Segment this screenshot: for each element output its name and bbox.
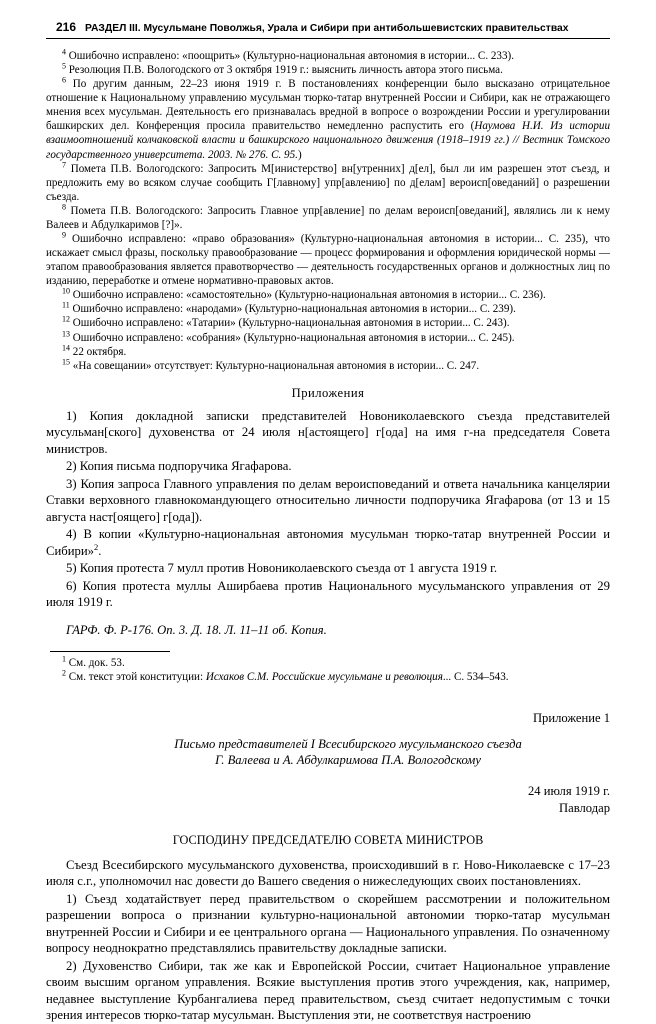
- footnote-marker: 4: [62, 47, 66, 57]
- footnote-marker: 11: [62, 300, 70, 310]
- page-number: 216: [56, 20, 77, 34]
- footnote-marker: 1: [62, 654, 66, 664]
- footnote-text: По другим данным, 22–23 июня 1919 г. В постановлениях конференции было высказано отрицательное отношение к Национальному управлению мусульман тюрко-татар внутренней России и Сибири, как не отражающего мнения всех мусульман. Деятельность его признавалась вредной в вопросе о возрождении России и урегулировании башкирских дел. Конференция просила правительство немедленно распустить его (: [46, 78, 610, 133]
- archive-reference: ГАРФ. Ф. Р-176. Оп. 3. Д. 18. Л. 11–11 об. Копия.: [66, 622, 327, 637]
- appendix-list-item: 1) Копия докладной записки представителей Новониколаевского съезда представителей мусульман[ского] духовенства от 24 июля н[астоящего] г[ода] на имя г-на председателя Совета министров.: [46, 408, 610, 456]
- footnote-item: [46, 316, 610, 330]
- footnote-text: 22 октября.: [72, 345, 127, 358]
- document-addressee: ГОСПОДИНУ ПРЕДСЕДАТЕЛЮ СОВЕТА МИНИСТРОВ: [172, 832, 484, 847]
- footnote-item: [46, 204, 610, 232]
- appendix-subtitle-line2: Г. Валеева и А. Абдулкаримова П.А. Вологодскому: [215, 753, 481, 768]
- footnote-marker: 15: [62, 357, 70, 367]
- footnote-text-after: ... С. 534–543.: [442, 671, 509, 684]
- footnote-citation: Исхаков С.М. Российские мусульмане и революция: [205, 671, 443, 684]
- appendix-list-item: 6) Копия протеста муллы Аширбаева против Национального мусульманского управления от 29 июля 1919 г.: [46, 578, 610, 610]
- appendix-list-item: 3) Копия запроса Главного управления по делам вероисповеданий и ответа начальника канцелярии Ставки верховного главнокомандующего относительно личности подпоручика Ягафарова (от 13 и 15 августа наст[оящего] г[ода]).: [46, 476, 610, 524]
- footnote-citation: Наумова Н.И. Из истории взаимоотношений колчаковской власти и башкирского национального движения (1918–1919 гг.) // Вестник Томского государственного университета. 2003. № 276. С. 95.: [46, 120, 611, 161]
- footnote-text: «На совещании» отсутствует: Культурно-национальная автономия в истории... С. 247.: [72, 359, 480, 372]
- appendix-item-footnote-marker: 2: [93, 541, 99, 552]
- footnote-item: [46, 342, 610, 359]
- footnote-text: Ошибочно исправлено: «право образования» (Культурно-национальная автономия в истории... С. 235), что искажает смысл фразы, поскольку правообразование — процесс формирования и оформления юридической нормы — этапом правообразования является правотворчество — деятельность государственных органов и должностных лиц по изданию, переработке и отмене нормативно-правовых актов.: [46, 233, 610, 288]
- appendix-subtitle-line1: Письмо представителей I Всесибирского мусульманского съезда: [174, 736, 522, 751]
- footnote-text: См. текст этой конституции:: [68, 671, 206, 684]
- footnote-text: Ошибочно исправлено: «народами» (Культурно-национальная автономия в истории... С. 239).: [72, 303, 516, 316]
- appendix-list-item: 4) В копии «Культурно-национальная автономия мусульман тюрко-татар внутренней России и Сибири»$^2$.: [46, 527, 610, 558]
- footnote-marker: 2: [62, 668, 66, 678]
- footnote-text: Помета П.В. Вологодского: Запросить М[инистерство] вн[утренних] д[ел], был ли им разрешен этот съезд, и предложить ему во всяком случае сообщить Г[лавному] упр[авлению] по д[елам] вероисп[оведаний] о разрешении съезда.: [46, 162, 610, 203]
- footnote-text: Резолюция П.В. Вологодского от 3 октября 1919 г.: выяснить личность автора этого письма.: [68, 64, 503, 77]
- top-footnotes: [46, 49, 610, 373]
- appendix-subtitle: [86, 736, 610, 769]
- page-header: [46, 20, 610, 34]
- footnote-marker: 14: [62, 342, 70, 352]
- footnote-item: [46, 328, 610, 345]
- footnote-marker: 8: [62, 202, 66, 212]
- document-date: 24 июля 1919 г.: [527, 783, 610, 798]
- footnote-text: Помета П.В. Вологодского: Запросить Главное упр[авление] по делам вероисп[оведаний], являлись ли к нему Валеев и Абдулкаримов [?]».: [46, 204, 610, 231]
- footnote-text: См. док. 53.: [68, 656, 125, 669]
- running-head-title: РАЗДЕЛ III. Мусульмане Поволжья, Урала и Сибири при антибольшевистских правительствах: [85, 23, 569, 34]
- footnote-item: [46, 49, 610, 63]
- footnote-text: Ошибочно исправлено: «поощрить» (Культурно-национальная автономия в истории... С. 233).: [68, 50, 514, 62]
- footnote-marker: 10: [62, 286, 70, 296]
- appendix-list-item: 2) Копия письма подпоручика Ягафарова.: [66, 459, 292, 474]
- footnote-item: [46, 288, 610, 302]
- header-rule: [46, 38, 610, 39]
- body-paragraph: 2) Духовенство Сибири, так же как и Европейской России, считает Национальное управление своим высшим органом управления. Всякие выступления против этого учреждения, как, например, недавнее выступление Курбангалиева перед правительством, съезд считает недопустимым с точки зрения интересов тюрко-татар мусульман. Выступления эти, не соответствуя настроению: [46, 958, 610, 1023]
- body-paragraph: Съезд Всесибирского мусульманского духовенства, происходивший в г. Ново-Николаевске с 17–23 июля с.г., уполномочил нас довести до Вашего сведения о нижеследующих своих постановлениях.: [46, 857, 610, 889]
- bottom-footnotes: [46, 656, 610, 685]
- footnote-item: [46, 302, 610, 316]
- appendix-list-item: 5) Копия протеста 7 мулл против Новониколаевского съезда от 1 августа 1919 г.: [66, 561, 498, 576]
- footnote-item: [46, 63, 610, 77]
- footnote-marker: 7: [62, 159, 66, 169]
- document-place: Павлодар: [559, 800, 610, 815]
- document-body: [46, 857, 610, 1024]
- footnote-item: [46, 670, 610, 684]
- footnote-marker: 5: [62, 61, 66, 71]
- footnote-text: Ошибочно исправлено: «Татарии» (Культурно-национальная автономия в истории... С. 243).: [72, 317, 510, 330]
- footnote-item: [46, 232, 610, 288]
- footnote-text-after: ): [297, 148, 302, 161]
- footnote-text: Ошибочно исправлено: «самостоятельно» (Культурно-национальная автономия в истории... С. 236).: [72, 289, 546, 302]
- footnote-item: [46, 159, 610, 204]
- footnote-marker: 6: [62, 75, 66, 85]
- footnote-marker: 12: [62, 314, 70, 324]
- footnote-item: [46, 359, 610, 373]
- appendices-list: [46, 408, 610, 611]
- footnote-item: [46, 77, 610, 161]
- appendices-title: Приложения: [291, 385, 365, 400]
- footnote-marker: 9: [62, 230, 66, 240]
- footnote-item: [46, 656, 610, 670]
- body-paragraph: 1) Съезд ходатайствует перед правительством о скорейшем рассмотрении и положительном разрешении вопроса о признании культурно-национальной автономии тюрко-татар мусульман внутренней России и Сибири и ее центрального органа — Национального управления. По означенному вопросу неоднократно представлялись правительству докладные записки.: [46, 891, 610, 956]
- footnote-marker: 13: [62, 328, 70, 338]
- appendix-label: Приложение 1: [532, 710, 610, 725]
- appendix-list-item-text: 4) В копии «Культурно-национальная автономия мусульман тюрко-татар внутренней России и Сибири»: [46, 527, 610, 558]
- footnote-separator: [50, 651, 170, 652]
- document-dateline: [46, 783, 610, 817]
- footnote-text: Ошибочно исправлено: «собрания» (Культурно-национальная автономия в истории... С. 245).: [72, 331, 515, 344]
